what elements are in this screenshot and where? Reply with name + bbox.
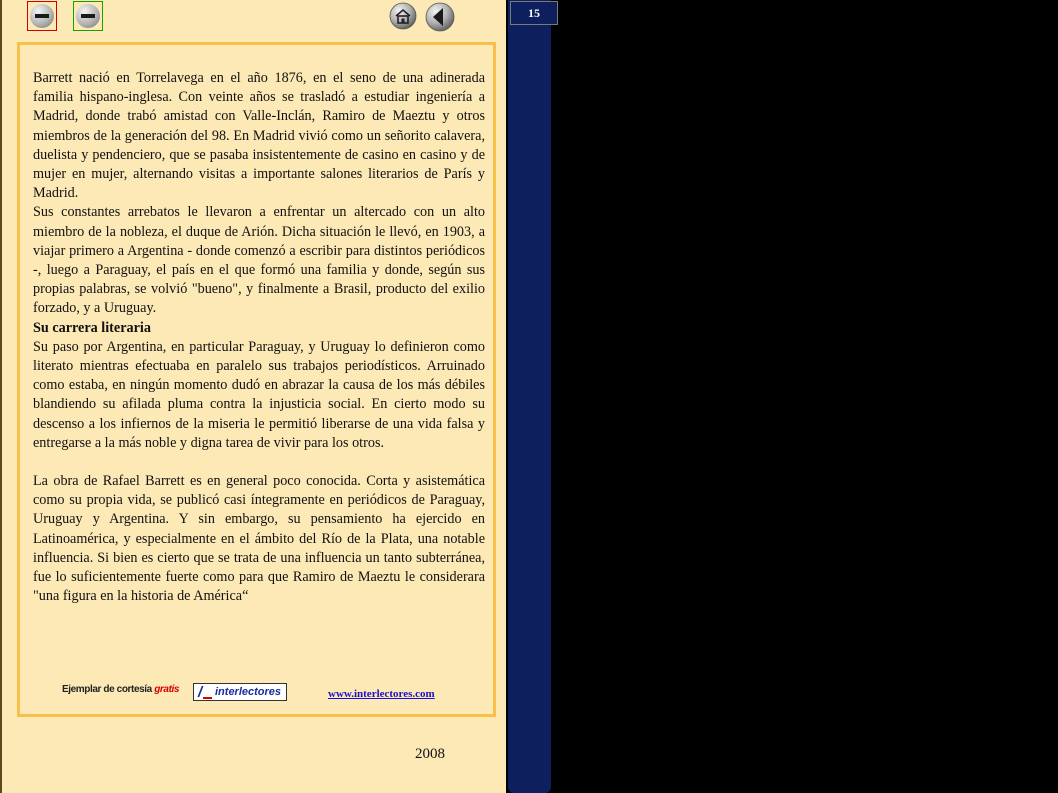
book-page (0, 0, 506, 793)
website-link[interactable]: www.interlectores.com (328, 688, 435, 700)
year-label: 2008 (415, 746, 445, 762)
sidebar (506, 0, 559, 793)
page-edge (0, 0, 2, 793)
page-number: 15 (510, 1, 558, 25)
minus-circle-icon (76, 4, 100, 28)
section-heading: Su carrera literaria (33, 319, 151, 336)
logo-text: interlectores (215, 686, 282, 698)
paragraph-1: Barrett nació en Torrelavega en el año 1876, en el seno de una adinerada familia hispano-inglesa. Con veinte años se trasladó a estudiar ingeniería a Madrid, donde trabó amistad con Valle-Inclán, Ramiro de Maeztu y otros miembros de la generación del 98. En Madrid vivió como un señorito calavera, duelista y pendenciero, que se pasaba insistentemente de casino en casino y de mujer en mujer, alternando visitas a importante salones literarios de París y Madrid. (33, 70, 485, 202)
paragraph-3: Su paso por Argentina, en particular Paraguay, y Uruguay lo definieron como literato mientras efectuaba en paralelo sus trabajos periodísticos. Arruinado como estaba, en ningún momento dudó en abrazar la causa de los más débiles blandiendo su afilada pluma contra la injusticia social. En cierto modo su descenso a los infiernos de la miseria le permitió liberarse de una vida falsa y entregarse a la más noble y digna tarea de vivir para los otros. (33, 338, 485, 451)
credit-highlight: gratis (154, 684, 180, 695)
back-arrow-icon (425, 2, 455, 32)
home-icon (389, 2, 417, 30)
home-button[interactable] (389, 2, 417, 30)
previous-page-button[interactable] (27, 1, 57, 31)
paragraph-2: Sus constantes arrebatos le llevaron a enfrentar un altercado con un alto miembro de la nobleza, el duque de Arión. Dicha situación le llevó, en 1903, a viajar primero a Argentina - donde comenzó a escribir para distintos periódicos -, luego a Paraguay, el país en el que formó una familia y donde, según sus propias palabras, se volvió "bueno", y finalmente a Brasil, producto del exilio forzado, y a Uruguay. (33, 204, 485, 317)
article-body (33, 69, 485, 606)
courtesy-credit (62, 684, 179, 695)
back-button[interactable] (425, 2, 455, 32)
credit-prefix: Ejemplar de cortesía (62, 684, 155, 695)
next-page-button[interactable] (73, 1, 103, 31)
paragraph-4: La obra de Rafael Barrett es en general poco conocida. Corta y asistemática como su propia vida, se publicó casi íntegramente en periódicos de Paraguay, Uruguay y Argentina. Y sin embargo, su pensamiento ha ejercido en Latinoamérica, y especialmente en el ámbito del Río de la Plata, una notable influencia. Si bien es cierto que se trata de una influencia un tanto subterránea, fue lo suficientemente fuerte como para que Ramiro de Maeztu le considerara "una figura en la historia de América“ (33, 473, 485, 605)
content-box (17, 42, 496, 717)
interlectores-logo[interactable] (193, 683, 287, 701)
sidebar-strip (508, 0, 551, 793)
logo-slash-icon: / (198, 684, 203, 701)
minus-circle-icon (30, 4, 54, 28)
